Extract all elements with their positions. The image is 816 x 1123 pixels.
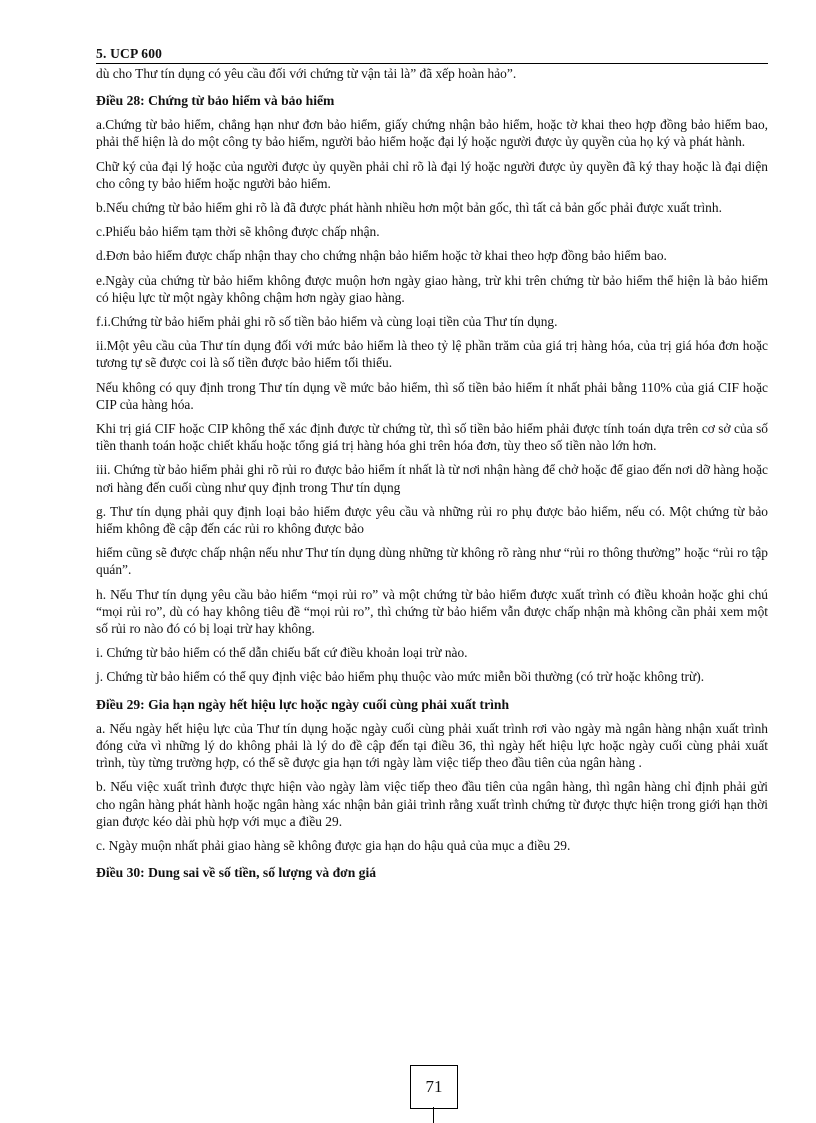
paragraph: b. Nếu việc xuất trình được thực hiện vào ngày làm việc tiếp theo đầu tiên của ngân hàng, thì ngân hàng chỉ định phải gửi cho ngân hàng phát hành hoặc ngân hàng xác nhận bản giải trình rằng xuất trình chứng từ được thực hiện trong giới hạn thời gian được kéo dài phù hợp với mục a điều 29. bbox=[96, 779, 768, 829]
paragraph: i. Chứng từ bảo hiểm có thể dẫn chiếu bất cứ điều khoản loại trừ nào. bbox=[96, 645, 468, 661]
paragraph: h. Nếu Thư tín dụng yêu cầu bảo hiểm “mọi rủi ro” và một chứng từ bảo hiểm được xuất trình có điều khoản hoặc ghi chú “mọi rủi ro”, dù có hay không tiêu đề “mọi rủi ro”, thì chứng từ bảo hiểm vẫn được chấp nhận mà không cần phải xem một số rủi ro nào đó có bị loại trừ hay không. bbox=[96, 586, 768, 637]
document-page bbox=[96, 46, 768, 888]
paragraph: c. Ngày muộn nhất phải giao hàng sẽ không được gia hạn do hậu quả của mục a điều 29. bbox=[96, 837, 571, 853]
paragraph: Nếu không có quy định trong Thư tín dụng về mức bảo hiểm, thì số tiền bảo hiểm ít nhất phải bằng 110% của giá CIF hoặc CIP của hàng hóa. bbox=[96, 379, 768, 412]
paragraph: iii. Chứng từ bảo hiểm phải ghi rõ rủi ro được bảo hiểm ít nhất là từ nơi nhận hàng để chở hoặc để giao đến nơi dỡ hàng hoặc nơi hàng đến cuối cùng như quy định trong Thư tín dụng bbox=[96, 462, 768, 495]
paragraph: d.Đơn bảo hiểm được chấp nhận thay cho chứng nhận bảo hiểm hoặc tờ khai theo hợp đồng bảo hiểm bao. bbox=[96, 248, 667, 264]
paragraph: j. Chứng từ bảo hiểm có thể quy định việc bảo hiểm phụ thuộc vào mức miễn bồi thường (có trừ hoặc không trừ). bbox=[96, 669, 705, 685]
page-number: 71 bbox=[410, 1065, 458, 1109]
paragraph: a. Nếu ngày hết hiệu lực của Thư tín dụng hoặc ngày cuối cùng phải xuất trình rơi vào ngày mà ngân hàng nhận xuất trình đóng cửa vì những lý do không phải là lý do đề cập đến tại điều 36, thì ngày hết hiệu lực hoặc ngày cuối cùng phải xuất trình, tùy từng trường hợp, có thể sẽ được gia hạn tới ngày làm việc tiếp theo đầu tiên của ngân hàng . bbox=[96, 720, 768, 771]
paragraph: Chữ ký của đại lý hoặc của người được ủy quyền phải chỉ rõ là đại lý hoặc người được ủy quyền đã ký thay hoặc là đại diện cho công ty bảo hiểm hoặc người bảo hiểm. bbox=[96, 158, 768, 191]
document-body bbox=[96, 65, 768, 881]
article-28-heading: Điều 28: Chứng từ bảo hiểm và bảo hiểm bbox=[96, 93, 335, 109]
article-30-heading: Điều 30: Dung sai về số tiền, số lượng và đơn giá bbox=[96, 865, 377, 881]
paragraph: dù cho Thư tín dụng có yêu cầu đối với chứng từ vận tải là” đã xếp hoàn hảo”. bbox=[96, 66, 517, 81]
page-number-divider bbox=[433, 1107, 434, 1123]
paragraph: e.Ngày của chứng từ bảo hiểm không được muộn hơn ngày giao hàng, trừ khi trên chứng từ bảo hiểm thể hiện là bảo hiểm có hiệu lực từ một ngày không chậm hơn ngày giao hàng. bbox=[96, 272, 768, 305]
paragraph: ii.Một yêu cầu của Thư tín dụng đối với mức bảo hiểm là theo tỷ lệ phần trăm của giá trị hàng hóa, của trị giá hóa đơn hoặc tương tự sẽ được coi là số tiền được bảo hiểm tối thiểu. bbox=[96, 338, 768, 371]
paragraph: g. Thư tín dụng phải quy định loại bảo hiểm được yêu cầu và những rủi ro phụ được bảo hiểm, nếu có. Một chứng từ bảo hiểm không đề cập đến các rủi ro không được bảo bbox=[96, 503, 768, 537]
paragraph: b.Nếu chứng từ bảo hiểm ghi rõ là đã được phát hành nhiều hơn một bản gốc, thì tất cả bản gốc phải được xuất trình. bbox=[96, 200, 722, 216]
page-header: 5. UCP 600 bbox=[96, 46, 768, 64]
paragraph: a.Chứng từ bảo hiểm, chẳng hạn như đơn bảo hiểm, giấy chứng nhận bảo hiểm, hoặc tờ khai theo hợp đồng bảo hiểm bao, phải thể hiện là do một công ty bảo hiểm, người bảo hiểm hoặc đại lý hoặc người được ủy quyền của họ ký và phát hành. bbox=[96, 117, 768, 150]
paragraph: f.i.Chứng từ bảo hiểm phải ghi rõ số tiền bảo hiểm và cùng loại tiền của Thư tín dụng. bbox=[96, 314, 558, 330]
paragraph: hiểm cũng sẽ được chấp nhận nếu như Thư tín dụng dùng những từ không rõ ràng như “rủi ro thông thường” hoặc “rủi ro tập quán”. bbox=[96, 545, 768, 578]
article-29-heading: Điều 29: Gia hạn ngày hết hiệu lực hoặc ngày cuối cùng phải xuất trình bbox=[96, 696, 510, 712]
paragraph: Khi trị giá CIF hoặc CIP không thể xác định được từ chứng từ, thì số tiền bảo hiểm phải được tính toán dựa trên cơ sở của số tiền thanh toán hoặc chiết khấu hoặc tổng giá trị hàng hóa ghi trên hóa đơn, tùy theo số tiền nào lớn hơn. bbox=[96, 421, 768, 454]
paragraph: c.Phiếu bảo hiểm tạm thời sẽ không được chấp nhận. bbox=[96, 224, 380, 240]
